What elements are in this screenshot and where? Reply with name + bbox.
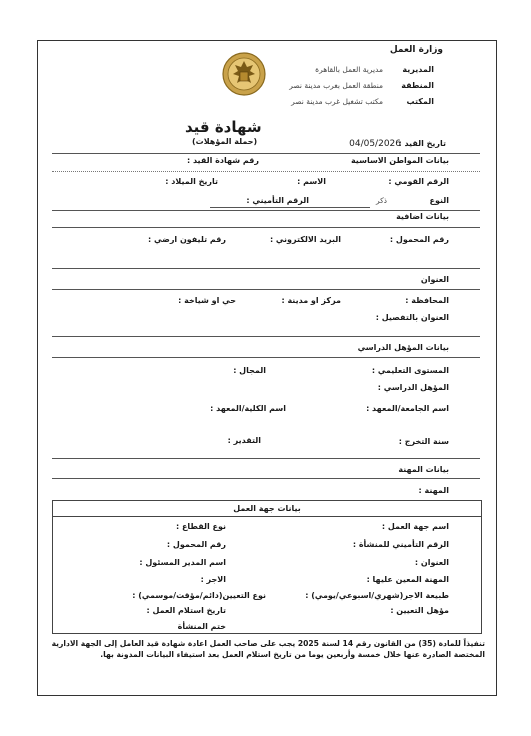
email-label: البريد الالكتروني : bbox=[269, 235, 341, 244]
district-label: حي او شياخة : bbox=[178, 296, 236, 305]
employer-address-label: العنوان : bbox=[414, 558, 449, 567]
faculty-label: اسم الكلية/المعهد : bbox=[210, 404, 286, 413]
registration-date-value: 04/05/2026 bbox=[349, 139, 401, 149]
office-value: مكتب تشغيل غرب مدينة نصر bbox=[291, 97, 383, 106]
sector-type-label: نوع القطاع : bbox=[175, 522, 226, 531]
legal-notice: تنفيذاً للمادة (35) من القانون رقم 14 لسنة 2025 يجب على صاحب العمل اعادة شهادة قيد العامل إلى الجهة الادارية المختصة الصادرة عنها خلال خمسة وأربعين يوما من تاريخ استلام العمل بعد استيفاء البيانات المدونة بها. bbox=[51, 639, 485, 659]
employer-mobile-label: رقم المحمول : bbox=[166, 540, 226, 549]
appointment-qualification-label: مؤهل التعيين : bbox=[390, 606, 449, 615]
education-level-label: المستوى التعليمي : bbox=[371, 366, 449, 375]
detailed-address-label: العنوان بالتفصيل : bbox=[375, 313, 449, 322]
address-section-heading: العنوان bbox=[420, 275, 449, 284]
document-subtitle: (حملة المؤهلات) bbox=[192, 137, 258, 146]
national-id-label: الرقم القومي : bbox=[388, 177, 449, 186]
governorate-label: المحافظة : bbox=[405, 296, 449, 305]
cert-number-label: رقم شهادة القيد : bbox=[186, 156, 259, 165]
landline-label: رقم تليفون ارضي : bbox=[148, 235, 226, 244]
work-receipt-date-label: تاريخ استلام العمل : bbox=[146, 606, 226, 615]
appointment-type-label: نوع التعيين(دائم/مؤقت/موسمي) : bbox=[132, 591, 266, 600]
profession-label: المهنة : bbox=[418, 486, 449, 495]
region-value: منطقة العمل بغرب مدينة نصر bbox=[289, 81, 383, 90]
mobile-label: رقم المحمول : bbox=[389, 235, 449, 244]
gender-value: ذكر bbox=[375, 196, 387, 205]
extra-section-heading: بيانات اضافية bbox=[396, 212, 449, 221]
ministry-name: وزارة العمل bbox=[389, 45, 443, 55]
employer-section-heading: بيانات جهة العمل bbox=[53, 501, 481, 517]
name-label: الاسم : bbox=[297, 177, 326, 186]
gender-label: النوع bbox=[429, 196, 449, 205]
birth-date-label: تاريخ الميلاد : bbox=[165, 177, 218, 186]
document-title: شهادة قيد bbox=[185, 118, 262, 136]
qualification-label: المؤهل الدراسي : bbox=[377, 383, 449, 392]
wage-type-label: طبيعة الاجر(شهري/اسبوعي/يومي) : bbox=[305, 591, 449, 600]
appointed-position-label: المهنة المعين عليها : bbox=[366, 575, 449, 584]
field-label: المجال : bbox=[233, 366, 266, 375]
directorate-value: مديرية العمل بالقاهرة bbox=[315, 65, 383, 74]
region-label: المنطقة bbox=[401, 81, 434, 90]
manager-name-label: اسم المدير المسئول : bbox=[139, 558, 226, 567]
city-label: مركز او مدينة : bbox=[281, 296, 341, 305]
insurance-number-label: الرقم التأميني : bbox=[246, 196, 309, 205]
employer-name-label: اسم جهة العمل : bbox=[381, 522, 449, 531]
directorate-label: المديرية bbox=[402, 65, 434, 74]
grade-label: التقدير : bbox=[227, 436, 261, 445]
facility-stamp-label: ختم المنشأة bbox=[177, 622, 226, 631]
basic-section-heading: بيانات المواطن الاساسية bbox=[350, 156, 449, 165]
graduation-year-label: سنة التخرج : bbox=[398, 437, 449, 446]
eagle-seal-icon bbox=[222, 52, 266, 96]
wage-label: الاجر : bbox=[200, 575, 226, 584]
registration-date-label: تاريخ القيد : bbox=[398, 139, 446, 148]
facility-insurance-label: الرقم التأميني للمنشأة : bbox=[352, 540, 449, 549]
office-label: المكتب bbox=[406, 97, 434, 106]
university-label: اسم الجامعة/المعهد : bbox=[366, 404, 449, 413]
job-section-heading: بيانات المهنة bbox=[398, 465, 449, 474]
education-section-heading: بيانات المؤهل الدراسي bbox=[357, 343, 449, 352]
